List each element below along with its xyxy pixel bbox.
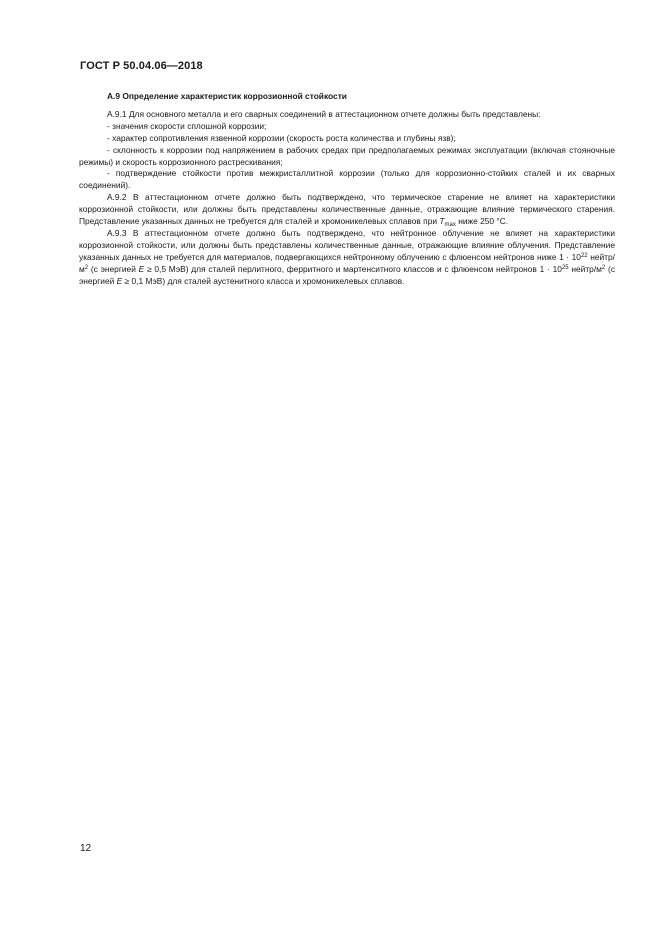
list-item: - подтверждение стойкости против межкристаллитной коррозии (только для коррозионно-стойких сталей и их сварных соединений). — [79, 168, 615, 191]
a93-part5: ≥ 0,1 МэВ) для сталей аустенитного класса и хромоникелевых сплавов. — [122, 275, 405, 286]
page-number: 12 — [80, 843, 92, 854]
document-header: ГОСТ Р 50.04.06—2018 — [80, 60, 203, 72]
unit-exponent: 2 — [84, 264, 89, 271]
section-title: А.9 Определение характеристик коррозионной стойкости — [107, 91, 347, 101]
energy-symbol: E — [116, 275, 123, 286]
a92-tail: ниже 250 °С. — [458, 216, 509, 227]
exponent-25: 25 — [561, 264, 569, 271]
a92-text: А.9.2 В аттестационном отчете должно быть подтверждено, что термическое старение не влияет на характеристики коррозионной стойкости, или должны быть представлены количественные данные, отражающие влияние термического старения. Представление указанных данных не требуется для сталей и хромоникелевых сплавов при — [79, 192, 615, 227]
document-body — [79, 91, 615, 288]
paragraph-a93 — [79, 228, 615, 288]
a93-part2: (с энергией — [88, 263, 139, 274]
list-item: - склонность к коррозии под напряжением в рабочих средах при предполагаемых режимах эксплуатации (включая стояночные режимы) и скорость коррозионного растрескивания; — [79, 144, 615, 167]
a93-unit1: нейтр/м — [79, 251, 615, 274]
unit-exponent: 2 — [601, 264, 606, 271]
paragraph-a92 — [79, 192, 615, 228]
list-item: - характер сопротивления язвенной коррозии (скорость роста количества и глубины язв); — [107, 132, 456, 143]
a93-part4: (с энергией — [79, 263, 616, 286]
tmax-symbol: T — [439, 216, 445, 227]
list-item: - значения скорости сплошной коррозии; — [107, 120, 267, 131]
a93-part3: ≥ 0,5 МэВ) для сталей перлитного, ферритного и мартенситного классов и с флюенсом нейтронов 1 · 10 — [144, 263, 562, 274]
a93-part1: А.9.3 В аттестационном отчете должно быть подтверждено, что нейтронное облучение не влияет на характеристики коррозионной стойкости, или должны быть представлены количественные данные, отражающие влияние облучения. Представление указанных данных не требуется для материалов, подвергающихся нейтронному облучению с флюенсом нейтронов ниже 1 · 10 — [79, 227, 615, 262]
tmax-subscript: max — [444, 222, 456, 229]
energy-symbol: E — [138, 263, 145, 274]
a93-unit2: нейтр/м — [568, 263, 602, 274]
paragraph-a91-intro: А.9.1 Для основного металла и его сварных соединений в аттестационном отчете должны быть представлены: — [107, 108, 541, 119]
exponent-22: 22 — [580, 252, 588, 259]
